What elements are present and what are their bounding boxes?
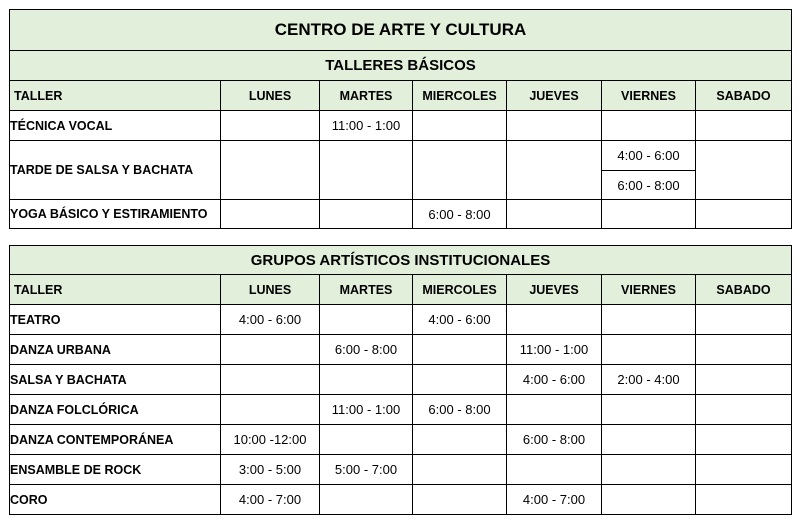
schedule-cell	[320, 365, 413, 395]
schedule-cell	[507, 305, 602, 335]
table-row	[10, 395, 792, 425]
schedule-cell	[320, 485, 413, 515]
group-name: DANZA URBANA	[10, 335, 221, 365]
schedule-cell	[696, 485, 792, 515]
schedule-cell: 4:00 - 7:00	[507, 485, 602, 515]
group-name: SALSA Y BACHATA	[10, 365, 221, 395]
workshop-name: YOGA BÁSICO Y ESTIRAMIENTO	[10, 200, 221, 229]
schedule-cell	[696, 141, 792, 200]
group-name: CORO	[10, 485, 221, 515]
schedule-cell: 6:00 - 8:00	[602, 171, 696, 200]
schedule-cell	[320, 141, 413, 200]
basic-section-title: TALLERES BÁSICOS	[10, 51, 792, 81]
day-header-sabado: SABADO	[696, 81, 792, 111]
day-header-miercoles: MIERCOLES	[413, 275, 507, 305]
schedule-cell	[221, 335, 320, 365]
schedule-cell	[221, 141, 320, 200]
basic-workshops-table	[9, 9, 792, 229]
schedule-cell: 6:00 - 8:00	[320, 335, 413, 365]
schedule-cell	[602, 395, 696, 425]
schedule-cell: 3:00 - 5:00	[221, 455, 320, 485]
schedule-cell: 5:00 - 7:00	[320, 455, 413, 485]
schedule-cell	[221, 365, 320, 395]
taller-header: TALLER	[10, 275, 221, 305]
schedule-cell	[696, 335, 792, 365]
table-row	[10, 485, 792, 515]
schedule-cell	[602, 305, 696, 335]
schedule-cell	[696, 305, 792, 335]
table-row	[10, 335, 792, 365]
schedule-cell: 11:00 - 1:00	[320, 111, 413, 141]
schedule-cell	[507, 111, 602, 141]
groups-section-title: GRUPOS ARTÍSTICOS INSTITUCIONALES	[10, 246, 792, 275]
schedule-cell	[221, 200, 320, 229]
schedule-cell	[413, 455, 507, 485]
table-row	[10, 305, 792, 335]
schedule-cell	[507, 395, 602, 425]
schedule-cell: 6:00 - 8:00	[413, 395, 507, 425]
schedule-cell	[413, 425, 507, 455]
schedule-cell	[602, 485, 696, 515]
schedule-cell	[413, 111, 507, 141]
taller-header: TALLER	[10, 81, 221, 111]
schedule-cell: 4:00 - 6:00	[602, 141, 696, 171]
day-header-martes: MARTES	[320, 81, 413, 111]
table-row	[10, 455, 792, 485]
schedule-cell	[221, 395, 320, 425]
table-row	[10, 425, 792, 455]
schedule-cell	[507, 455, 602, 485]
day-header-martes: MARTES	[320, 275, 413, 305]
table-row	[10, 111, 792, 141]
schedule-cell	[696, 425, 792, 455]
schedule-cell	[602, 200, 696, 229]
schedule-cell	[602, 111, 696, 141]
schedule-cell	[696, 455, 792, 485]
day-header-jueves: JUEVES	[507, 81, 602, 111]
schedule-cell	[320, 305, 413, 335]
group-name: TEATRO	[10, 305, 221, 335]
schedule-cell: 11:00 - 1:00	[320, 395, 413, 425]
schedule-cell	[507, 141, 602, 200]
schedule-cell	[413, 335, 507, 365]
day-header-sabado: SABADO	[696, 275, 792, 305]
schedule-cell: 11:00 - 1:00	[507, 335, 602, 365]
schedule-cell: 6:00 - 8:00	[507, 425, 602, 455]
workshop-name: TARDE DE SALSA Y BACHATA	[10, 141, 221, 200]
schedule-cell	[320, 425, 413, 455]
schedule-cell: 2:00 - 4:00	[602, 365, 696, 395]
schedule-cell: 4:00 - 6:00	[507, 365, 602, 395]
schedule-cell	[413, 365, 507, 395]
day-header-viernes: VIERNES	[602, 275, 696, 305]
schedule-cell	[696, 111, 792, 141]
schedule-cell	[602, 425, 696, 455]
day-header-jueves: JUEVES	[507, 275, 602, 305]
table-row	[10, 365, 792, 395]
day-header-viernes: VIERNES	[602, 81, 696, 111]
workshop-name: TÉCNICA VOCAL	[10, 111, 221, 141]
schedule-cell	[602, 335, 696, 365]
schedule-cell	[696, 365, 792, 395]
center-title: CENTRO DE ARTE Y CULTURA	[10, 10, 792, 51]
group-name: DANZA CONTEMPORÁNEA	[10, 425, 221, 455]
day-header-miercoles: MIERCOLES	[413, 81, 507, 111]
schedule-cell	[221, 111, 320, 141]
day-header-lunes: LUNES	[221, 81, 320, 111]
schedule-cell: 4:00 - 7:00	[221, 485, 320, 515]
group-name: DANZA FOLCLÓRICA	[10, 395, 221, 425]
table-row	[10, 200, 792, 229]
schedule-cell	[413, 141, 507, 200]
day-header-lunes: LUNES	[221, 275, 320, 305]
schedule-cell	[696, 200, 792, 229]
schedule-cell	[602, 455, 696, 485]
schedule-cell	[696, 395, 792, 425]
schedule-cell: 4:00 - 6:00	[221, 305, 320, 335]
schedule-cell	[507, 200, 602, 229]
schedule-cell	[320, 200, 413, 229]
group-name: ENSAMBLE DE ROCK	[10, 455, 221, 485]
table-row	[10, 141, 792, 171]
schedule-cell: 10:00 -12:00	[221, 425, 320, 455]
institutional-groups-table	[9, 245, 792, 515]
schedule-cell	[413, 485, 507, 515]
schedule-cell: 4:00 - 6:00	[413, 305, 507, 335]
schedule-cell: 6:00 - 8:00	[413, 200, 507, 229]
